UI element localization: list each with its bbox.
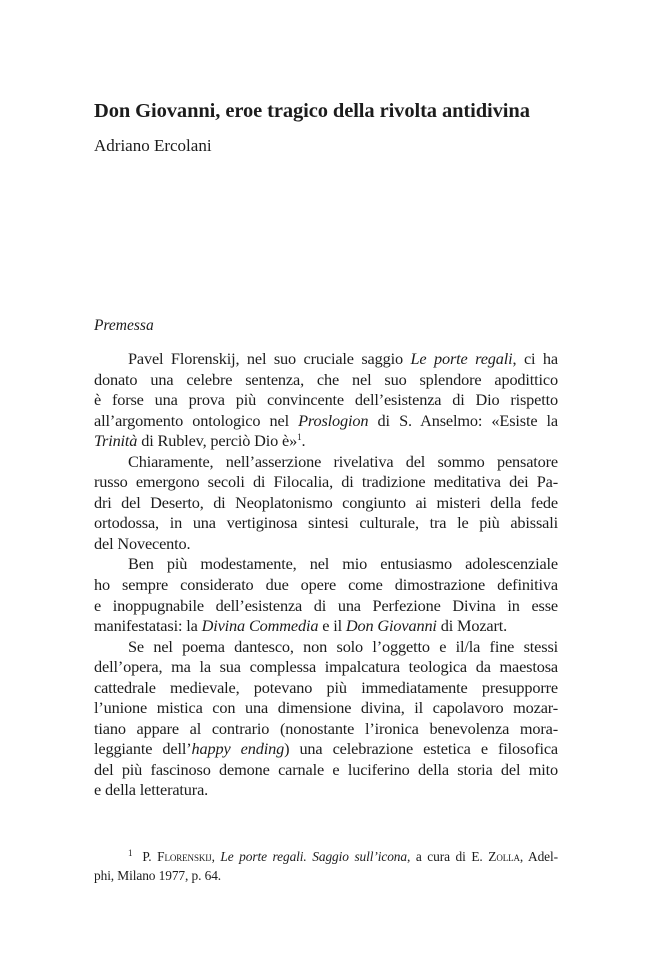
- paragraph-line: manifestatasi: la Divina Commedia e il Don Giovanni di Mozart.: [94, 616, 508, 636]
- paragraph-line: l’unione mistica con una dimensione divina, il capolavoro mozar-: [94, 698, 558, 718]
- paragraph-line: ortodossa, in una vertiginosa sintesi culturale, tra le più abissali: [94, 513, 558, 533]
- paragraph-line: Se nel poema dantesco, non solo l’oggetto e il/la fine stessi: [128, 636, 558, 656]
- body-text: [94, 349, 558, 801]
- paragraph-line: donato una celebre sentenza, che nel suo splendore apodittico: [94, 369, 558, 389]
- paragraph-line: dri del Deserto, di Neoplatonismo congiunto ai misteri della fede: [94, 492, 558, 512]
- paragraph-line: del Novecento.: [94, 533, 191, 553]
- paragraph-line: tiano appare al contrario (nonostante l’ironica benevolenza mora-: [94, 718, 558, 738]
- italic-title: Le porte regali. Saggio sull’icona: [220, 849, 408, 864]
- paragraph-line: dell’opera, ma la sua complessa impalcatura teologica da maestosa: [94, 657, 558, 677]
- italic-title: Le porte regali: [410, 349, 513, 368]
- italic-phrase: happy ending: [191, 739, 285, 759]
- footnote-line: $^1$ P. Florenskij, Le porte regali. Saggio sull’icona, a cura di E. Zolla, Adel-: [128, 848, 559, 864]
- author-small-caps: Florenskij: [157, 849, 212, 864]
- paragraph-line: del più fascinoso demone carnale e luciferino della storia del mito: [94, 759, 558, 779]
- italic-title: Don Giovanni: [345, 616, 437, 636]
- paragraph-line: ho sempre considerato due opere come dimostrazione definitiva: [94, 575, 558, 595]
- paragraph-line: russo emergono secoli di Filocalia, di tradizione meditativa dei Pa-: [94, 472, 558, 492]
- paragraph-line: Trinità di Rublev, perciò Dio è»$^1$.: [94, 431, 306, 451]
- paragraph-line: Pavel Florenskij, nel suo cruciale saggio Le porte regali, ci ha: [128, 349, 558, 368]
- footnote: [94, 847, 558, 885]
- paragraph-line: leggiante dell’happy ending) una celebrazione estetica e filosofica: [94, 739, 559, 759]
- footnote-line: phi, Milano 1977, p. 64.: [94, 868, 222, 883]
- italic-title: Trinità: [94, 431, 138, 451]
- paragraph-line: Ben più modestamente, nel mio entusiasmo adolescenziale: [128, 554, 558, 574]
- paragraph-line: Chiaramente, nell’asserzione rivelativa del sommo pensatore: [128, 451, 558, 471]
- section-heading: Premessa: [94, 317, 154, 334]
- footnote-number: 1: [128, 848, 133, 858]
- paragraph-line: è forse una prova più convincente dell’esistenza di Dio rispetto: [94, 390, 558, 410]
- author-name: Adriano Ercolani: [94, 136, 212, 155]
- paragraph-line: e della letteratura.: [94, 780, 209, 800]
- editor-small-caps: Zolla: [488, 849, 520, 864]
- italic-title: Proslogion: [298, 410, 369, 430]
- chapter-title: Don Giovanni, eroe tragico della rivolta antidivina: [94, 100, 530, 122]
- paragraph-line: e inoppugnabile dell’esistenza di una Perfezione Divina in esse: [94, 595, 558, 615]
- book-page: [94, 0, 558, 975]
- footnote-marker[interactable]: 1: [297, 432, 302, 443]
- paragraph-line: all’argomento ontologico nel Proslogion di S. Anselmo: «Esiste la: [94, 410, 558, 430]
- italic-title: Divina Commedia: [201, 616, 319, 636]
- paragraph-line: cattedrale medievale, potevano più immediatamente presupporre: [94, 677, 558, 697]
